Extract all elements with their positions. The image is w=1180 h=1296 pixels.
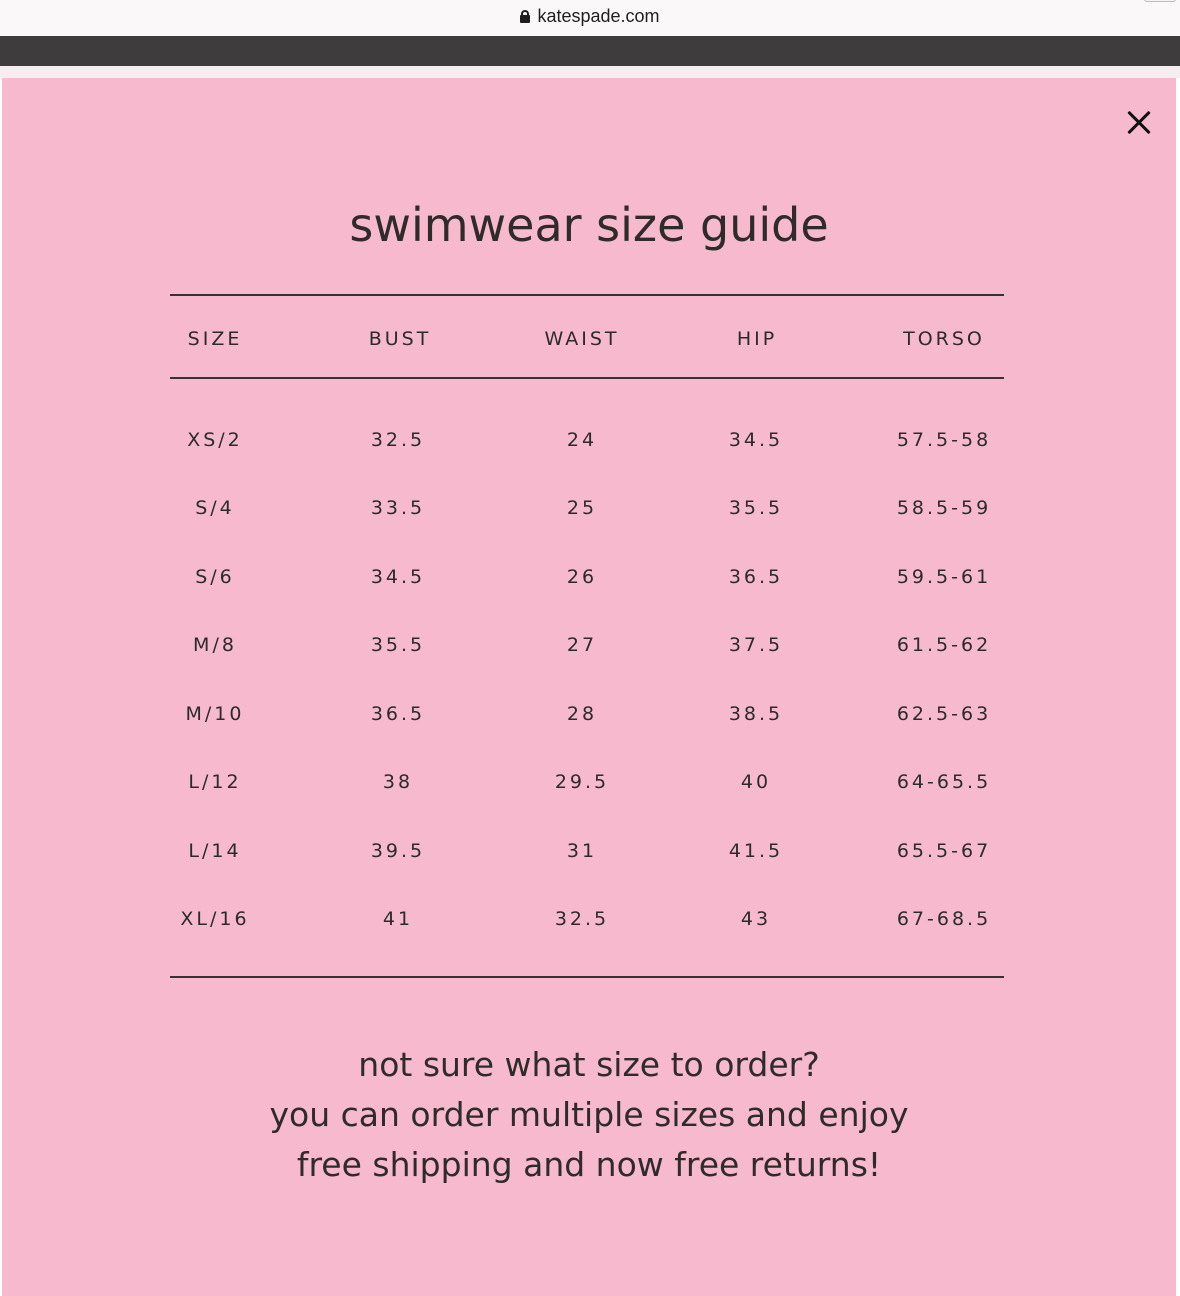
cell-size: L/12 (188, 771, 242, 793)
cell-bust: 36.5 (370, 703, 426, 725)
footer-line: not sure what size to order? (358, 1045, 820, 1084)
cell-waist: 28 (566, 703, 598, 725)
cell-size: M/10 (185, 703, 245, 725)
cell-torso: 64-65.5 (896, 771, 992, 793)
footer-line: free shipping and now free returns! (296, 1145, 882, 1184)
page-backdrop (0, 66, 1180, 78)
cell-hip: 43 (740, 908, 772, 930)
cell-torso: 65.5-67 (896, 840, 992, 862)
cell-size: L/14 (188, 840, 242, 862)
cell-hip: 34.5 (728, 429, 784, 451)
header-size: SIZE (187, 328, 243, 350)
cell-hip: 38.5 (728, 703, 784, 725)
cell-size: XS/2 (187, 429, 243, 451)
table-bottom-rule (170, 976, 1004, 978)
cell-torso: 62.5-63 (896, 703, 992, 725)
cell-bust: 33.5 (370, 497, 426, 519)
cell-waist: 27 (566, 634, 598, 656)
lock-icon (520, 10, 530, 23)
cell-bust: 34.5 (370, 566, 426, 588)
header-torso: TORSO (903, 328, 985, 350)
cell-size: S/4 (195, 497, 235, 519)
cell-waist: 31 (566, 840, 598, 862)
site-top-bar (0, 36, 1180, 66)
cell-hip: 36.5 (728, 566, 784, 588)
cell-bust: 41 (382, 908, 414, 930)
cell-waist: 29.5 (554, 771, 610, 793)
browser-address-bar[interactable] (0, 0, 1180, 36)
cell-torso: 61.5-62 (896, 634, 992, 656)
cell-waist: 25 (566, 497, 598, 519)
header-hip: HIP (736, 328, 778, 350)
size-help-message (2, 1040, 1176, 1190)
cell-torso: 57.5-58 (896, 429, 992, 451)
cell-bust: 38 (382, 771, 414, 793)
cell-bust: 39.5 (370, 840, 426, 862)
header-waist: WAIST (544, 328, 620, 350)
close-icon[interactable] (1122, 106, 1156, 140)
header-bust: BUST (368, 328, 432, 350)
cell-torso: 67-68.5 (896, 908, 992, 930)
cell-bust: 32.5 (370, 429, 426, 451)
url-display[interactable] (0, 6, 1180, 27)
cell-size: S/6 (195, 566, 235, 588)
cell-hip: 41.5 (728, 840, 784, 862)
browser-tab-edge (1144, 0, 1176, 2)
url-text: katespade.com (537, 6, 660, 26)
cell-torso: 58.5-59 (896, 497, 992, 519)
modal-title: swimwear size guide (349, 198, 829, 252)
cell-torso: 59.5-61 (896, 566, 992, 588)
cell-size: M/8 (193, 634, 237, 656)
cell-waist: 32.5 (554, 908, 610, 930)
table-header-rule (170, 377, 1004, 379)
cell-hip: 40 (740, 771, 772, 793)
cell-bust: 35.5 (370, 634, 426, 656)
cell-hip: 35.5 (728, 497, 784, 519)
size-guide-modal (2, 78, 1176, 1296)
cell-waist: 26 (566, 566, 598, 588)
cell-size: XL/16 (180, 908, 250, 930)
table-top-rule (170, 294, 1004, 296)
footer-line: you can order multiple sizes and enjoy (269, 1095, 909, 1134)
cell-waist: 24 (566, 429, 598, 451)
cell-hip: 37.5 (728, 634, 784, 656)
